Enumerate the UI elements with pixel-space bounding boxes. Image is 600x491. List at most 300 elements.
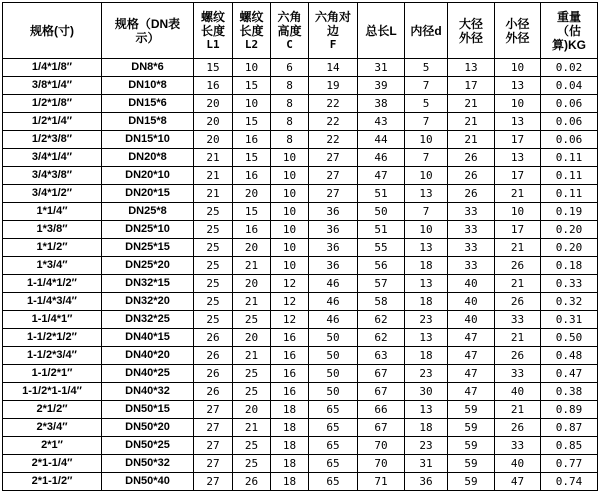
cell-thread-l2: 20 [233, 185, 271, 203]
cell-major-diameter: 47 [448, 365, 495, 383]
cell-thread-l2: 20 [233, 401, 271, 419]
cell-thread-l1: 20 [194, 131, 233, 149]
cell-major-diameter: 26 [448, 167, 495, 185]
cell-spec-dn: DN40*25 [102, 365, 194, 383]
cell-inner-diameter: 18 [405, 293, 448, 311]
cell-total-length: 63 [358, 347, 405, 365]
cell-spec-inch: 1*3/4″ [3, 257, 102, 275]
cell-hex-height: 16 [271, 365, 309, 383]
cell-major-diameter: 40 [448, 311, 495, 329]
cell-inner-diameter: 10 [405, 167, 448, 185]
cell-hex-flats: 50 [309, 329, 358, 347]
table-row [3, 257, 598, 275]
cell-hex-flats: 36 [309, 221, 358, 239]
cell-inner-diameter: 10 [405, 131, 448, 149]
cell-spec-inch: 1/2*1/8″ [3, 95, 102, 113]
cell-weight: 0.50 [541, 329, 598, 347]
cell-minor-diameter: 17 [495, 221, 541, 239]
cell-weight: 0.33 [541, 275, 598, 293]
cell-hex-height: 8 [271, 113, 309, 131]
cell-major-diameter: 26 [448, 149, 495, 167]
table-row [3, 311, 598, 329]
cell-hex-flats: 65 [309, 455, 358, 473]
header-thread-length-l2: 螺纹 长度 L2 [233, 3, 271, 59]
cell-spec-inch: 1-1/2*1-1/4″ [3, 383, 102, 401]
cell-total-length: 70 [358, 437, 405, 455]
cell-hex-height: 6 [271, 59, 309, 77]
cell-minor-diameter: 26 [495, 347, 541, 365]
cell-minor-diameter: 21 [495, 239, 541, 257]
cell-weight: 0.77 [541, 455, 598, 473]
cell-minor-diameter: 26 [495, 419, 541, 437]
cell-thread-l1: 27 [194, 401, 233, 419]
cell-spec-inch: 3/4*1/2″ [3, 185, 102, 203]
header-hex-height: 六角 高度 C [271, 3, 309, 59]
cell-total-length: 56 [358, 257, 405, 275]
cell-inner-diameter: 23 [405, 437, 448, 455]
table-row [3, 473, 598, 491]
cell-spec-dn: DN25*8 [102, 203, 194, 221]
table-row [3, 59, 598, 77]
cell-hex-flats: 46 [309, 311, 358, 329]
cell-major-diameter: 26 [448, 185, 495, 203]
cell-spec-dn: DN10*8 [102, 77, 194, 95]
cell-total-length: 57 [358, 275, 405, 293]
table-row [3, 329, 598, 347]
cell-minor-diameter: 40 [495, 383, 541, 401]
cell-spec-dn: DN15*10 [102, 131, 194, 149]
cell-spec-inch: 1*1/4″ [3, 203, 102, 221]
cell-minor-diameter: 10 [495, 59, 541, 77]
table-header [3, 3, 598, 59]
cell-thread-l1: 21 [194, 185, 233, 203]
cell-hex-flats: 27 [309, 167, 358, 185]
cell-major-diameter: 33 [448, 239, 495, 257]
cell-spec-inch: 1-1/4*3/4″ [3, 293, 102, 311]
cell-thread-l1: 21 [194, 167, 233, 185]
cell-major-diameter: 59 [448, 437, 495, 455]
table-row [3, 95, 598, 113]
cell-total-length: 55 [358, 239, 405, 257]
cell-hex-flats: 65 [309, 437, 358, 455]
cell-thread-l1: 27 [194, 473, 233, 491]
cell-thread-l2: 25 [233, 383, 271, 401]
cell-hex-height: 10 [271, 257, 309, 275]
cell-hex-flats: 27 [309, 185, 358, 203]
cell-thread-l1: 25 [194, 257, 233, 275]
cell-thread-l2: 20 [233, 239, 271, 257]
cell-thread-l2: 20 [233, 275, 271, 293]
header-inner-diameter: 内径d [405, 3, 448, 59]
cell-total-length: 71 [358, 473, 405, 491]
spec-table-container [2, 2, 597, 488]
cell-thread-l1: 25 [194, 203, 233, 221]
cell-weight: 0.20 [541, 221, 598, 239]
cell-hex-flats: 36 [309, 203, 358, 221]
cell-weight: 0.85 [541, 437, 598, 455]
cell-total-length: 70 [358, 455, 405, 473]
cell-weight: 0.11 [541, 185, 598, 203]
cell-hex-height: 10 [271, 167, 309, 185]
cell-major-diameter: 17 [448, 77, 495, 95]
cell-minor-diameter: 26 [495, 257, 541, 275]
cell-thread-l2: 21 [233, 293, 271, 311]
cell-major-diameter: 33 [448, 203, 495, 221]
header-minor-outer-diameter: 小径 外径 [495, 3, 541, 59]
cell-inner-diameter: 23 [405, 311, 448, 329]
cell-thread-l2: 25 [233, 437, 271, 455]
cell-inner-diameter: 36 [405, 473, 448, 491]
cell-hex-flats: 14 [309, 59, 358, 77]
cell-minor-diameter: 21 [495, 275, 541, 293]
cell-spec-dn: DN40*32 [102, 383, 194, 401]
cell-hex-height: 10 [271, 203, 309, 221]
cell-weight: 0.02 [541, 59, 598, 77]
cell-thread-l2: 25 [233, 455, 271, 473]
cell-inner-diameter: 13 [405, 401, 448, 419]
cell-hex-height: 10 [271, 221, 309, 239]
cell-spec-inch: 2*1-1/4″ [3, 455, 102, 473]
cell-spec-inch: 1-1/2*3/4″ [3, 347, 102, 365]
cell-inner-diameter: 5 [405, 59, 448, 77]
cell-thread-l2: 20 [233, 329, 271, 347]
cell-major-diameter: 40 [448, 293, 495, 311]
cell-inner-diameter: 13 [405, 329, 448, 347]
cell-hex-height: 12 [271, 275, 309, 293]
cell-thread-l1: 25 [194, 275, 233, 293]
cell-inner-diameter: 5 [405, 95, 448, 113]
cell-minor-diameter: 47 [495, 473, 541, 491]
cell-hex-height: 8 [271, 131, 309, 149]
cell-major-diameter: 13 [448, 59, 495, 77]
cell-thread-l1: 26 [194, 365, 233, 383]
cell-hex-flats: 19 [309, 77, 358, 95]
cell-minor-diameter: 40 [495, 455, 541, 473]
cell-inner-diameter: 13 [405, 185, 448, 203]
cell-thread-l1: 21 [194, 149, 233, 167]
cell-inner-diameter: 30 [405, 383, 448, 401]
table-row [3, 437, 598, 455]
cell-total-length: 31 [358, 59, 405, 77]
cell-thread-l1: 27 [194, 437, 233, 455]
cell-spec-dn: DN32*20 [102, 293, 194, 311]
cell-spec-inch: 2*1/2″ [3, 401, 102, 419]
cell-total-length: 58 [358, 293, 405, 311]
cell-thread-l1: 25 [194, 311, 233, 329]
cell-thread-l1: 16 [194, 77, 233, 95]
table-row [3, 401, 598, 419]
cell-spec-dn: DN40*20 [102, 347, 194, 365]
cell-hex-flats: 50 [309, 347, 358, 365]
cell-weight: 0.89 [541, 401, 598, 419]
cell-thread-l2: 10 [233, 59, 271, 77]
cell-inner-diameter: 18 [405, 419, 448, 437]
cell-total-length: 47 [358, 167, 405, 185]
cell-total-length: 62 [358, 329, 405, 347]
cell-spec-dn: DN8*6 [102, 59, 194, 77]
cell-hex-height: 10 [271, 239, 309, 257]
cell-inner-diameter: 31 [405, 455, 448, 473]
cell-hex-height: 18 [271, 419, 309, 437]
cell-weight: 0.32 [541, 293, 598, 311]
header-row [3, 3, 598, 59]
cell-spec-inch: 1-1/4*1″ [3, 311, 102, 329]
cell-thread-l2: 21 [233, 347, 271, 365]
cell-hex-flats: 36 [309, 257, 358, 275]
cell-hex-height: 8 [271, 95, 309, 113]
cell-minor-diameter: 10 [495, 203, 541, 221]
cell-spec-inch: 3/4*3/8″ [3, 167, 102, 185]
cell-inner-diameter: 18 [405, 257, 448, 275]
cell-spec-inch: 1-1/4*1/2″ [3, 275, 102, 293]
cell-hex-flats: 65 [309, 473, 358, 491]
cell-weight: 0.48 [541, 347, 598, 365]
cell-thread-l2: 15 [233, 113, 271, 131]
cell-major-diameter: 21 [448, 131, 495, 149]
table-row [3, 275, 598, 293]
cell-thread-l1: 26 [194, 383, 233, 401]
cell-total-length: 50 [358, 203, 405, 221]
cell-hex-height: 12 [271, 311, 309, 329]
cell-thread-l2: 21 [233, 419, 271, 437]
cell-major-diameter: 59 [448, 419, 495, 437]
cell-thread-l1: 25 [194, 221, 233, 239]
cell-hex-height: 18 [271, 401, 309, 419]
cell-spec-dn: DN50*20 [102, 419, 194, 437]
cell-thread-l2: 21 [233, 257, 271, 275]
table-row [3, 455, 598, 473]
cell-minor-diameter: 33 [495, 311, 541, 329]
cell-thread-l2: 15 [233, 77, 271, 95]
cell-spec-dn: DN20*15 [102, 185, 194, 203]
cell-total-length: 46 [358, 149, 405, 167]
cell-minor-diameter: 13 [495, 113, 541, 131]
cell-minor-diameter: 13 [495, 77, 541, 95]
cell-inner-diameter: 7 [405, 113, 448, 131]
cell-hex-flats: 50 [309, 383, 358, 401]
cell-spec-inch: 1/4*1/8″ [3, 59, 102, 77]
table-row [3, 419, 598, 437]
cell-weight: 0.11 [541, 167, 598, 185]
table-row [3, 365, 598, 383]
cell-thread-l1: 27 [194, 419, 233, 437]
cell-hex-flats: 22 [309, 95, 358, 113]
cell-spec-inch: 1-1/2*1/2″ [3, 329, 102, 347]
cell-hex-height: 16 [271, 383, 309, 401]
cell-minor-diameter: 21 [495, 401, 541, 419]
table-row [3, 203, 598, 221]
cell-hex-flats: 46 [309, 275, 358, 293]
cell-spec-dn: DN20*10 [102, 167, 194, 185]
header-spec-inch: 规格(寸) [3, 3, 102, 59]
cell-hex-flats: 22 [309, 113, 358, 131]
cell-spec-dn: DN32*15 [102, 275, 194, 293]
reducing-bushing-spec-table [2, 2, 598, 491]
cell-spec-inch: 1-1/2*1″ [3, 365, 102, 383]
cell-spec-inch: 2*3/4″ [3, 419, 102, 437]
cell-major-diameter: 40 [448, 275, 495, 293]
cell-major-diameter: 59 [448, 401, 495, 419]
cell-major-diameter: 33 [448, 221, 495, 239]
cell-major-diameter: 59 [448, 473, 495, 491]
cell-hex-flats: 46 [309, 293, 358, 311]
cell-thread-l2: 25 [233, 365, 271, 383]
header-total-length: 总长L [358, 3, 405, 59]
cell-minor-diameter: 21 [495, 329, 541, 347]
cell-weight: 0.74 [541, 473, 598, 491]
cell-spec-inch: 2*1-1/2″ [3, 473, 102, 491]
cell-weight: 0.87 [541, 419, 598, 437]
cell-major-diameter: 33 [448, 257, 495, 275]
cell-major-diameter: 21 [448, 113, 495, 131]
cell-spec-dn: DN50*15 [102, 401, 194, 419]
header-weight: 重量 （估 算)KG [541, 3, 598, 59]
cell-thread-l2: 15 [233, 149, 271, 167]
cell-minor-diameter: 10 [495, 95, 541, 113]
cell-thread-l1: 20 [194, 113, 233, 131]
cell-inner-diameter: 13 [405, 275, 448, 293]
cell-weight: 0.04 [541, 77, 598, 95]
cell-weight: 0.06 [541, 95, 598, 113]
cell-hex-height: 16 [271, 347, 309, 365]
cell-spec-dn: DN25*15 [102, 239, 194, 257]
cell-thread-l1: 15 [194, 59, 233, 77]
table-row [3, 167, 598, 185]
cell-hex-height: 8 [271, 77, 309, 95]
cell-inner-diameter: 23 [405, 365, 448, 383]
cell-minor-diameter: 33 [495, 437, 541, 455]
cell-hex-height: 12 [271, 293, 309, 311]
cell-minor-diameter: 33 [495, 365, 541, 383]
table-row [3, 383, 598, 401]
cell-hex-flats: 22 [309, 131, 358, 149]
cell-weight: 0.11 [541, 149, 598, 167]
cell-major-diameter: 47 [448, 383, 495, 401]
cell-thread-l1: 20 [194, 95, 233, 113]
cell-total-length: 43 [358, 113, 405, 131]
cell-spec-dn: DN25*10 [102, 221, 194, 239]
table-row [3, 185, 598, 203]
cell-total-length: 66 [358, 401, 405, 419]
cell-weight: 0.19 [541, 203, 598, 221]
cell-spec-dn: DN15*8 [102, 113, 194, 131]
cell-spec-dn: DN50*25 [102, 437, 194, 455]
cell-thread-l1: 27 [194, 455, 233, 473]
cell-minor-diameter: 17 [495, 131, 541, 149]
cell-spec-dn: DN50*32 [102, 455, 194, 473]
header-spec-dn: 规格（DN表 示） [102, 3, 194, 59]
cell-inner-diameter: 7 [405, 149, 448, 167]
cell-thread-l2: 25 [233, 311, 271, 329]
table-row [3, 293, 598, 311]
cell-inner-diameter: 7 [405, 203, 448, 221]
cell-weight: 0.20 [541, 239, 598, 257]
cell-spec-dn: DN32*25 [102, 311, 194, 329]
cell-hex-flats: 65 [309, 419, 358, 437]
cell-weight: 0.38 [541, 383, 598, 401]
cell-major-diameter: 21 [448, 95, 495, 113]
cell-weight: 0.06 [541, 113, 598, 131]
cell-spec-inch: 3/4*1/4″ [3, 149, 102, 167]
cell-thread-l1: 26 [194, 329, 233, 347]
cell-hex-height: 18 [271, 455, 309, 473]
cell-inner-diameter: 13 [405, 239, 448, 257]
cell-hex-height: 10 [271, 185, 309, 203]
table-row [3, 131, 598, 149]
cell-spec-dn: DN20*8 [102, 149, 194, 167]
table-row [3, 113, 598, 131]
header-thread-length-l1: 螺纹 长度 L1 [194, 3, 233, 59]
cell-weight: 0.31 [541, 311, 598, 329]
cell-hex-height: 16 [271, 329, 309, 347]
table-body [3, 59, 598, 491]
cell-minor-diameter: 13 [495, 149, 541, 167]
table-row [3, 77, 598, 95]
cell-spec-inch: 1/2*1/4″ [3, 113, 102, 131]
cell-inner-diameter: 10 [405, 221, 448, 239]
table-row [3, 347, 598, 365]
cell-inner-diameter: 7 [405, 77, 448, 95]
header-major-outer-diameter: 大径 外径 [448, 3, 495, 59]
cell-minor-diameter: 26 [495, 293, 541, 311]
cell-minor-diameter: 17 [495, 167, 541, 185]
cell-hex-height: 18 [271, 437, 309, 455]
cell-hex-flats: 36 [309, 239, 358, 257]
cell-hex-height: 18 [271, 473, 309, 491]
cell-total-length: 51 [358, 185, 405, 203]
cell-thread-l1: 26 [194, 347, 233, 365]
cell-hex-flats: 27 [309, 149, 358, 167]
cell-spec-inch: 1*1/2″ [3, 239, 102, 257]
cell-major-diameter: 47 [448, 347, 495, 365]
cell-spec-dn: DN25*20 [102, 257, 194, 275]
cell-inner-diameter: 18 [405, 347, 448, 365]
cell-thread-l2: 16 [233, 221, 271, 239]
cell-thread-l2: 16 [233, 131, 271, 149]
cell-weight: 0.18 [541, 257, 598, 275]
cell-hex-height: 10 [271, 149, 309, 167]
cell-spec-inch: 1*3/8″ [3, 221, 102, 239]
cell-total-length: 51 [358, 221, 405, 239]
table-row [3, 221, 598, 239]
cell-total-length: 62 [358, 311, 405, 329]
cell-spec-dn: DN40*15 [102, 329, 194, 347]
cell-major-diameter: 47 [448, 329, 495, 347]
cell-total-length: 67 [358, 383, 405, 401]
cell-hex-flats: 65 [309, 401, 358, 419]
cell-thread-l2: 26 [233, 473, 271, 491]
cell-minor-diameter: 21 [495, 185, 541, 203]
cell-spec-inch: 2*1″ [3, 437, 102, 455]
cell-spec-inch: 1/2*3/8″ [3, 131, 102, 149]
cell-hex-flats: 50 [309, 365, 358, 383]
cell-weight: 0.06 [541, 131, 598, 149]
cell-total-length: 67 [358, 365, 405, 383]
table-row [3, 149, 598, 167]
cell-thread-l2: 15 [233, 203, 271, 221]
cell-thread-l2: 10 [233, 95, 271, 113]
cell-spec-dn: DN15*6 [102, 95, 194, 113]
cell-thread-l1: 25 [194, 239, 233, 257]
cell-thread-l2: 16 [233, 167, 271, 185]
cell-spec-dn: DN50*40 [102, 473, 194, 491]
cell-total-length: 67 [358, 419, 405, 437]
cell-spec-inch: 3/8*1/4″ [3, 77, 102, 95]
table-row [3, 239, 598, 257]
cell-weight: 0.47 [541, 365, 598, 383]
cell-total-length: 39 [358, 77, 405, 95]
cell-major-diameter: 59 [448, 455, 495, 473]
